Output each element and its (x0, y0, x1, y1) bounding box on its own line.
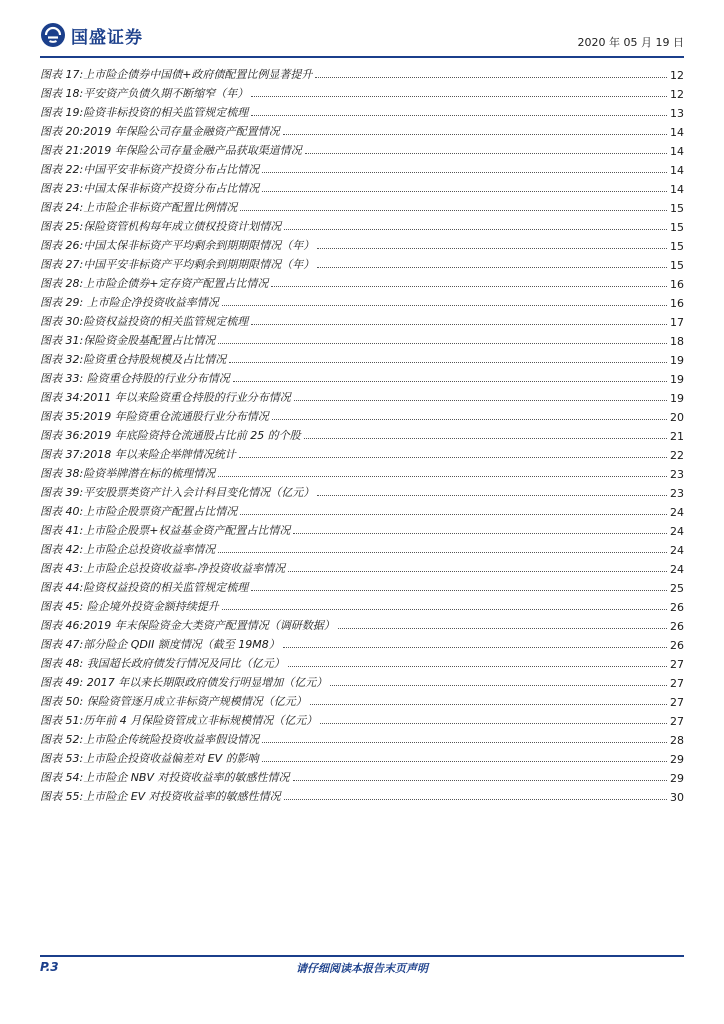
page-ref: 26 (670, 639, 684, 652)
figure-title: 保险资管机构每年成立债权投资计划情况 (83, 220, 282, 233)
page-ref: 27 (670, 658, 684, 671)
toc-entry[interactable] (40, 310, 684, 329)
figure-title: 平安股票类资产计入会计科目变化情况（亿元） (83, 486, 315, 499)
dot-leader (284, 229, 667, 230)
toc-entry[interactable] (40, 253, 684, 272)
dot-leader (240, 210, 667, 211)
page-ref: 29 (670, 772, 684, 785)
toc-entry[interactable] (40, 462, 684, 481)
page-ref: 30 (670, 791, 684, 804)
figure-number: 图表 40: (40, 505, 84, 518)
figure-title: 保险资金股基配置占比情况 (83, 334, 216, 347)
brand-logo (40, 22, 143, 48)
footer-divider (40, 955, 684, 957)
figure-title: 2018 年以来险企举牌情况统计 (83, 448, 236, 461)
dot-leader (283, 134, 667, 135)
dot-leader (288, 571, 667, 572)
toc-entry[interactable] (40, 481, 684, 500)
page-ref: 29 (670, 753, 684, 766)
toc-entry[interactable] (40, 595, 684, 614)
figure-number: 图表 32: (40, 353, 84, 366)
figure-title: 险资重仓持股规模及占比情况 (83, 353, 227, 366)
page-ref: 13 (670, 107, 684, 120)
figure-number: 图表 45: (40, 600, 84, 613)
figure-number: 图表 17: (40, 68, 84, 81)
page-ref: 14 (670, 126, 684, 139)
toc-entry[interactable] (40, 614, 684, 633)
toc-entry[interactable] (40, 538, 684, 557)
figure-title: 2011 年以来险资重仓持股的行业分布情况 (83, 391, 291, 404)
page-ref: 19 (670, 392, 684, 405)
page-ref: 27 (670, 677, 684, 690)
figure-number: 图表 46: (40, 619, 84, 632)
figure-number: 图表 44: (40, 581, 84, 594)
figure-title: 中国平安非标资产平均剩余到期期限情况（年） (83, 258, 315, 271)
figure-title: 上市险企 NBV 对投资收益率的敏感性情况 (83, 771, 290, 784)
toc-entry[interactable] (40, 633, 684, 652)
figure-title: 上市险企 EV 对投资收益率的敏感性情况 (83, 790, 281, 803)
figure-title: 2019 年底险资持仓流通股占比前 25 的个股 (83, 429, 301, 442)
figure-number: 图表 53: (40, 752, 84, 765)
figure-number: 图表 51: (40, 714, 84, 727)
toc-entry[interactable] (40, 747, 684, 766)
dot-leader (272, 419, 667, 420)
figure-title: 2019 年保险公司存量金融资产配置情况 (83, 125, 280, 138)
page-ref: 23 (670, 487, 684, 500)
toc-entry[interactable] (40, 728, 684, 747)
page-ref: 28 (670, 734, 684, 747)
toc-entry[interactable] (40, 101, 684, 120)
figure-number: 图表 30: (40, 315, 84, 328)
dot-leader (262, 191, 667, 192)
dot-leader (293, 780, 668, 781)
dot-leader (304, 438, 667, 439)
brand-logo-icon (40, 22, 66, 48)
dot-leader (288, 666, 667, 667)
toc-entry[interactable] (40, 500, 684, 519)
report-date: 2020 年 05 月 19 日 (577, 36, 684, 49)
toc-entry[interactable] (40, 443, 684, 462)
dot-leader (240, 514, 667, 515)
dot-leader (251, 590, 667, 591)
dot-leader (218, 343, 667, 344)
figure-number: 图表 47: (40, 638, 84, 651)
figure-title: 上市险企总投资收益率-净投资收益率情况 (83, 562, 286, 575)
toc-entry[interactable] (40, 709, 684, 728)
dot-leader (251, 324, 667, 325)
header-divider (40, 56, 684, 58)
page-ref: 24 (670, 506, 684, 519)
dot-leader (283, 647, 667, 648)
toc-entry[interactable] (40, 348, 684, 367)
figure-title: 平安资产负债久期不断缩窄（年） (83, 87, 249, 100)
dot-leader (317, 248, 667, 249)
toc-entry[interactable] (40, 82, 684, 101)
figure-number: 图表 25: (40, 220, 84, 233)
figure-title: 2019 年险资重仓流通股行业分布情况 (83, 410, 269, 423)
figure-title: 险资权益投资的相关监管规定梳理 (83, 581, 249, 594)
page-header (40, 18, 684, 58)
page-ref: 20 (670, 411, 684, 424)
dot-leader (271, 286, 667, 287)
page-ref: 12 (670, 69, 684, 82)
figure-title: 上市险企总投资收益率情况 (83, 543, 216, 556)
figure-number: 图表 55: (40, 790, 84, 803)
figure-title: 上市险企投资收益偏差对 EV 的影响 (83, 752, 259, 765)
figure-number: 图表 26: (40, 239, 84, 252)
dot-leader (229, 362, 667, 363)
toc-entry[interactable] (40, 196, 684, 215)
figure-title: 险资非标投资的相关监管规定梳理 (83, 106, 249, 119)
figure-number: 图表 28: (40, 277, 84, 290)
figure-title: 险资举牌潜在标的梳理情况 (83, 467, 216, 480)
figure-number: 图表 19: (40, 106, 84, 119)
dot-leader (317, 267, 667, 268)
figure-number: 图表 33: (40, 372, 84, 385)
dot-leader (239, 457, 667, 458)
figure-number: 图表 23: (40, 182, 84, 195)
page-ref: 15 (670, 202, 684, 215)
figure-title: 险资重仓持股的行业分布情况 (83, 372, 230, 385)
toc-entry[interactable] (40, 690, 684, 709)
page-ref: 19 (670, 373, 684, 386)
toc-entry[interactable] (40, 785, 684, 804)
figure-title: 上市险企债券中国债+政府债配置比例显著提升 (83, 68, 313, 81)
dot-leader (310, 704, 667, 705)
figure-number: 图表 38: (40, 467, 84, 480)
figure-title: 险企境外投资金额持续提升 (83, 600, 219, 613)
toc-entry[interactable] (40, 367, 684, 386)
dot-leader (218, 476, 667, 477)
figure-title: 2017 年以来长期限政府债发行明显增加（亿元） (83, 676, 328, 689)
toc-entry[interactable] (40, 139, 684, 158)
toc-entry[interactable] (40, 291, 684, 310)
dot-leader (330, 685, 667, 686)
figure-title: 部分险企 QDII 额度情况（截至 19M8） (83, 638, 280, 651)
page-number: P.3 (40, 960, 59, 974)
figure-number: 图表 18: (40, 87, 84, 100)
toc-entry[interactable] (40, 519, 684, 538)
figure-number: 图表 35: (40, 410, 84, 423)
figure-number: 图表 52: (40, 733, 84, 746)
page-ref: 24 (670, 544, 684, 557)
figure-title: 2019 年末保险资金大类资产配置情况（调研数据） (83, 619, 335, 632)
toc-entry[interactable] (40, 120, 684, 139)
page-ref: 27 (670, 696, 684, 709)
toc-entry[interactable] (40, 234, 684, 253)
dot-leader (262, 742, 667, 743)
toc-entry[interactable] (40, 329, 684, 348)
toc-entry[interactable] (40, 405, 684, 424)
figure-number: 图表 36: (40, 429, 84, 442)
dot-leader (251, 115, 667, 116)
toc-entry[interactable] (40, 424, 684, 443)
dot-leader (293, 533, 667, 534)
page-ref: 15 (670, 221, 684, 234)
figure-title: 我国超长政府债发行情况及同比（亿元） (83, 657, 285, 670)
dot-leader (222, 305, 667, 306)
dot-leader (222, 609, 667, 610)
figure-title: 上市险企股票资产配置占比情况 (83, 505, 238, 518)
toc-entry[interactable] (40, 177, 684, 196)
toc-entry[interactable] (40, 158, 684, 177)
figure-title: 上市险企股票+权益基金资产配置占比情况 (83, 524, 291, 537)
figure-number: 图表 29: (40, 296, 84, 309)
disclaimer-note: 请仔细阅读本报告末页声明 (296, 962, 428, 975)
dot-leader (284, 799, 667, 800)
figure-number: 图表 37: (40, 448, 84, 461)
page-ref: 16 (670, 297, 684, 310)
page-ref: 22 (670, 449, 684, 462)
figure-number: 图表 43: (40, 562, 84, 575)
page-ref: 15 (670, 240, 684, 253)
toc-entry[interactable] (40, 766, 684, 785)
toc-entry[interactable] (40, 386, 684, 405)
page-ref: 12 (670, 88, 684, 101)
figure-title: 中国太保非标资产投资分布占比情况 (83, 182, 260, 195)
figure-number: 图表 41: (40, 524, 84, 537)
dot-leader (233, 381, 667, 382)
page-ref: 19 (670, 354, 684, 367)
figure-title: 保险资管逐月成立非标资产规模情况（亿元） (83, 695, 307, 708)
toc-entry[interactable] (40, 215, 684, 234)
dot-leader (317, 495, 667, 496)
figure-number: 图表 21: (40, 144, 84, 157)
page-ref: 14 (670, 183, 684, 196)
dot-leader (218, 552, 667, 553)
figure-number: 图表 24: (40, 201, 84, 214)
figure-title: 上市险企债券+定存资产配置占比情况 (83, 277, 269, 290)
figure-title: 中国平安非标资产投资分布占比情况 (83, 163, 260, 176)
figure-title: 上市险企净投资收益率情况 (83, 296, 219, 309)
page-ref: 26 (670, 620, 684, 633)
page-ref: 23 (670, 468, 684, 481)
figure-number: 图表 49: (40, 676, 84, 689)
page-ref: 24 (670, 563, 684, 576)
dot-leader (262, 172, 667, 173)
figure-number: 图表 31: (40, 334, 84, 347)
page-ref: 24 (670, 525, 684, 538)
toc-entry[interactable] (40, 671, 684, 690)
page-ref: 27 (670, 715, 684, 728)
dot-leader (305, 153, 667, 154)
page-ref: 14 (670, 164, 684, 177)
dot-leader (320, 723, 667, 724)
page-ref: 25 (670, 582, 684, 595)
figure-title: 中国太保非标资产平均剩余到期期限情况（年） (83, 239, 315, 252)
toc-entry[interactable] (40, 652, 684, 671)
dot-leader (294, 400, 667, 401)
figure-number: 图表 34: (40, 391, 84, 404)
figure-list (40, 63, 684, 804)
figure-number: 图表 48: (40, 657, 84, 670)
dot-leader (262, 761, 667, 762)
page-ref: 16 (670, 278, 684, 291)
page-ref: 26 (670, 601, 684, 614)
page-ref: 21 (670, 430, 684, 443)
dot-leader (338, 628, 667, 629)
figure-title: 险资权益投资的相关监管规定梳理 (83, 315, 249, 328)
figure-title: 2019 年保险公司存量金融产品获取渠道情况 (83, 144, 302, 157)
figure-number: 图表 27: (40, 258, 84, 271)
toc-entry[interactable] (40, 576, 684, 595)
brand-name: 国盛证券 (71, 27, 143, 48)
figure-number: 图表 39: (40, 486, 84, 499)
figure-title: 上市险企非标资产配置比例情况 (83, 201, 238, 214)
page-ref: 18 (670, 335, 684, 348)
figure-title: 上市险企传统险投资收益率假设情况 (83, 733, 260, 746)
page-ref: 15 (670, 259, 684, 272)
toc-entry[interactable] (40, 557, 684, 576)
page-ref: 14 (670, 145, 684, 158)
dot-leader (315, 77, 667, 78)
figure-title: 历年前 4 月保险资管成立非标规模情况（亿元） (83, 714, 318, 727)
dot-leader (251, 96, 667, 97)
toc-entry[interactable] (40, 272, 684, 291)
figure-number: 图表 22: (40, 163, 84, 176)
page-ref: 17 (670, 316, 684, 329)
figure-number: 图表 42: (40, 543, 84, 556)
figure-number: 图表 54: (40, 771, 84, 784)
figure-number: 图表 50: (40, 695, 84, 708)
toc-entry[interactable] (40, 63, 684, 82)
figure-number: 图表 20: (40, 125, 84, 138)
